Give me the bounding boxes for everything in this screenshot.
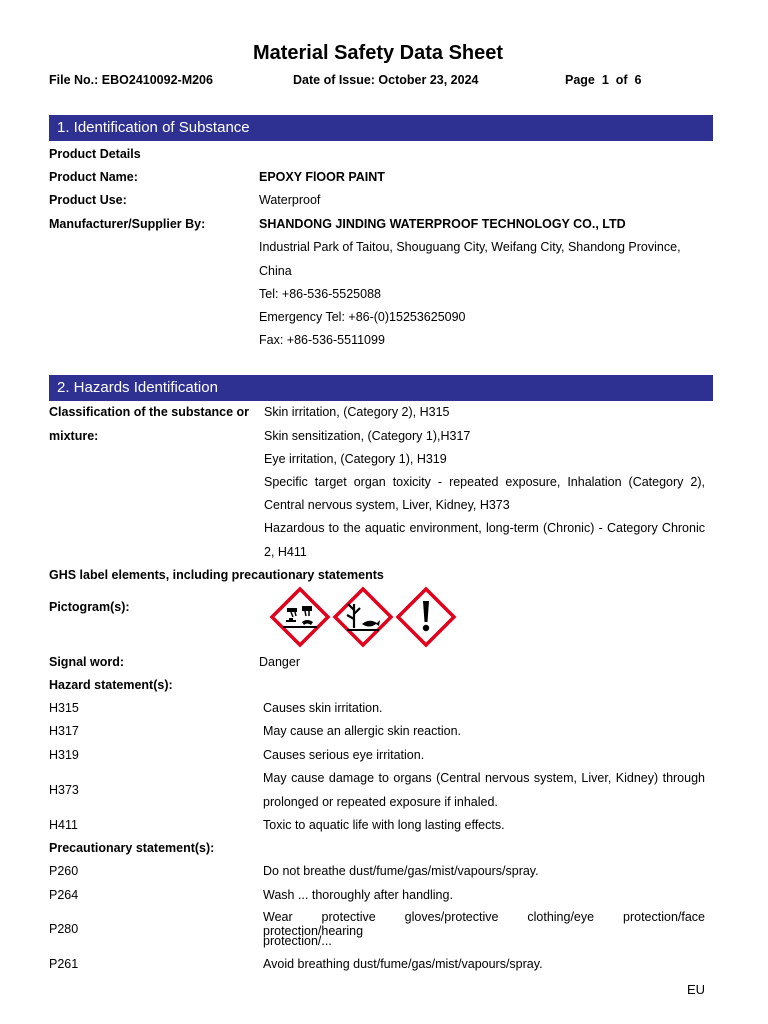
hazard-code: H315 <box>49 701 79 715</box>
hazard-statements-label: Hazard statement(s): <box>49 678 173 692</box>
signal-word-label: Signal word: <box>49 655 124 669</box>
corrosion-icon <box>272 589 328 645</box>
telephone: Tel: +86-536-5525088 <box>259 287 381 301</box>
emergency-telephone: Emergency Tel: +86-(0)15253625090 <box>259 310 466 324</box>
page-number: Page 1 of 6 <box>565 73 642 87</box>
environment-icon <box>335 589 391 645</box>
hazard-text: May cause damage to organs (Central nervous system, Liver, Kidney) through <box>263 771 705 785</box>
hazard-text-cont: prolonged or repeated exposure if inhaled. <box>263 795 498 809</box>
signal-word-value: Danger <box>259 655 300 669</box>
product-use-label: Product Use: <box>49 193 127 207</box>
address-line-2: China <box>259 264 292 278</box>
classification-item: 2, H411 <box>264 545 307 559</box>
manufacturer-label: Manufacturer/Supplier By: <box>49 217 206 231</box>
classification-item: Central nervous system, Liver, Kidney, H373 <box>264 498 510 512</box>
section-2-heading: 2. Hazards Identification <box>49 375 713 401</box>
hazard-code: H411 <box>49 818 78 832</box>
hazard-text: Causes serious eye irritation. <box>263 748 425 762</box>
product-details-label: Product Details <box>49 147 141 161</box>
section-1-heading: 1. Identification of Substance <box>49 115 713 141</box>
hazard-code: H373 <box>49 783 79 797</box>
classification-label-cont: mixture: <box>49 429 99 443</box>
pictogram-label: Pictogram(s): <box>49 600 130 614</box>
precaution-code: P260 <box>49 864 79 878</box>
product-name-label: Product Name: <box>49 170 138 184</box>
date-of-issue: Date of Issue: October 23, 2024 <box>293 73 479 87</box>
address-line-1: Industrial Park of Taitou, Shouguang City, Weifang City, Shandong Province, <box>259 240 681 254</box>
page-title: Material Safety Data Sheet <box>252 42 504 64</box>
precaution-code: P261 <box>49 957 79 971</box>
product-name-value: EPOXY FlOOR PAINT <box>259 170 385 184</box>
hazard-code: H319 <box>49 748 79 762</box>
classification-item: Specific target organ toxicity - repeated exposure, Inhalation (Category 2), <box>264 475 705 489</box>
precaution-text-cont: protection/... <box>263 934 332 948</box>
manufacturer-value: SHANDONG JINDING WATERPROOF TECHNOLOGY CO., LTD <box>259 217 626 231</box>
ghs-label-heading: GHS label elements, including precautionary statements <box>49 568 384 582</box>
footer-region: EU <box>686 982 705 997</box>
file-number: File No.: EBO2410092-M206 <box>49 73 213 87</box>
hazard-text: Causes skin irritation. <box>263 701 383 715</box>
classification-item: Skin irritation, (Category 2), H315 <box>264 405 450 419</box>
hazard-text: Toxic to aquatic life with long lasting effects. <box>263 818 505 832</box>
precautionary-statements-label: Precautionary statement(s): <box>49 841 215 855</box>
exclamation-icon <box>398 589 454 645</box>
hazard-text: May cause an allergic skin reaction. <box>263 724 462 738</box>
precaution-code: P264 <box>49 888 79 902</box>
classification-item: Skin sensitization, (Category 1),H317 <box>264 429 471 443</box>
precaution-text: Wear protective gloves/protective clothing/eye protection/face protection/hearing <box>263 910 705 938</box>
precaution-text: Avoid breathing dust/fume/gas/mist/vapours/spray. <box>263 957 543 971</box>
classification-item: Hazardous to the aquatic environment, long-term (Chronic) - Category Chronic <box>264 521 705 535</box>
product-use-value: Waterproof <box>259 193 321 207</box>
classification-item: Eye irritation, (Category 1), H319 <box>264 452 447 466</box>
precaution-code: P280 <box>49 922 79 936</box>
pictogram-row <box>269 586 459 648</box>
fax: Fax: +86-536-5511099 <box>259 333 385 347</box>
precaution-text: Wash ... thoroughly after handling. <box>263 888 453 902</box>
classification-label: Classification of the substance or <box>49 405 250 419</box>
precaution-text: Do not breathe dust/fume/gas/mist/vapours/spray. <box>263 864 539 878</box>
hazard-code: H317 <box>49 724 79 738</box>
